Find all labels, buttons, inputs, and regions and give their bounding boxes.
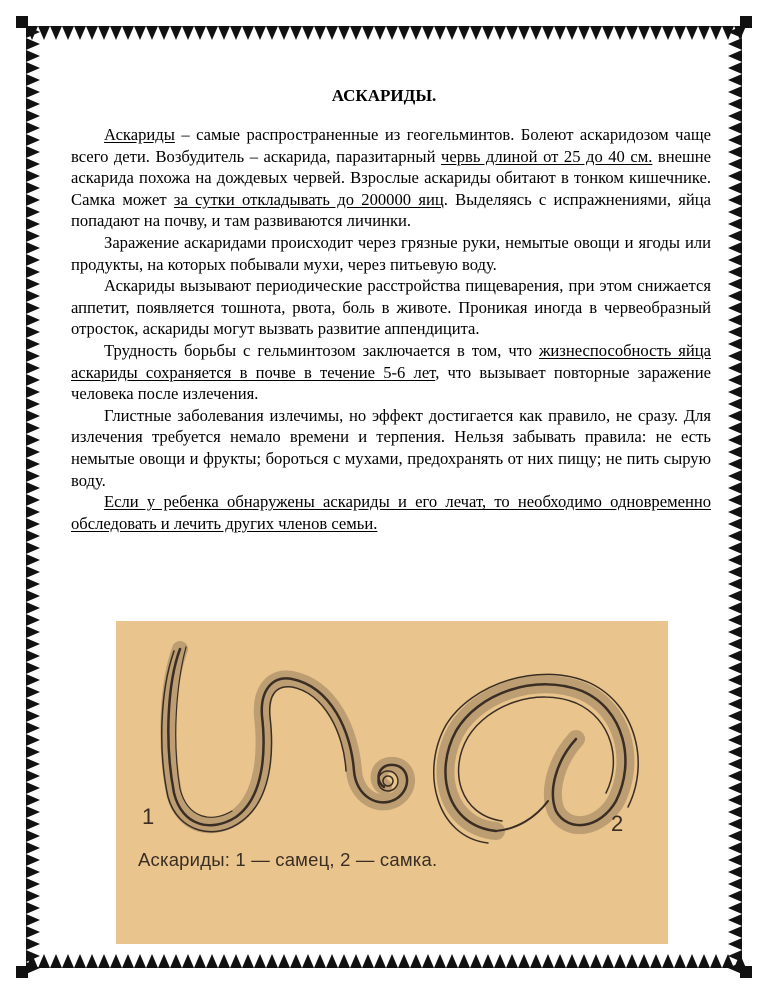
- border-triangle: [518, 26, 530, 40]
- border-triangle: [728, 146, 742, 158]
- border-triangle: [50, 954, 62, 968]
- border-triangle: [728, 890, 742, 902]
- border-triangle: [266, 954, 278, 968]
- border-triangle: [26, 266, 40, 278]
- border-triangle: [728, 410, 742, 422]
- border-triangle: [728, 326, 742, 338]
- border-triangle: [26, 314, 40, 326]
- border-triangle: [728, 722, 742, 734]
- border-triangle: [26, 614, 40, 626]
- border-triangle: [674, 26, 686, 40]
- border-triangle: [728, 794, 742, 806]
- border-triangle: [728, 194, 742, 206]
- body-text: [71, 124, 711, 534]
- border-triangle: [26, 770, 40, 782]
- border-triangle: [728, 314, 742, 326]
- border-triangle: [728, 902, 742, 914]
- border-triangle: [728, 386, 742, 398]
- border-triangle: [302, 26, 314, 40]
- border-triangle: [122, 954, 134, 968]
- border-triangle: [602, 26, 614, 40]
- border-triangle: [278, 954, 290, 968]
- border-triangle: [26, 902, 40, 914]
- border-triangle: [728, 758, 742, 770]
- border-triangle: [728, 770, 742, 782]
- border-triangle: [134, 954, 146, 968]
- border-triangle: [458, 954, 470, 968]
- border-triangle: [98, 954, 110, 968]
- border-triangle: [110, 954, 122, 968]
- border-triangle: [98, 26, 110, 40]
- border-triangle: [728, 350, 742, 362]
- border-triangle: [554, 26, 566, 40]
- border-triangle: [578, 954, 590, 968]
- border-triangle: [728, 662, 742, 674]
- border-triangle: [242, 954, 254, 968]
- text-run: . Выделяясь с испражнениями, яйца попадают на почву, и там развиваются личинки.: [71, 189, 712, 231]
- border-triangle: [566, 954, 578, 968]
- border-triangle: [728, 530, 742, 542]
- border-triangle: [26, 506, 40, 518]
- border-triangle: [434, 26, 446, 40]
- border-triangle: [26, 386, 40, 398]
- border-triangle: [728, 842, 742, 854]
- border-triangle: [728, 470, 742, 482]
- border-triangle: [26, 842, 40, 854]
- border-triangle: [434, 954, 446, 968]
- border-triangle: [728, 482, 742, 494]
- border-triangle: [728, 614, 742, 626]
- border-triangle: [728, 170, 742, 182]
- border-triangle: [194, 26, 206, 40]
- border-triangle: [182, 954, 194, 968]
- page: [44, 40, 724, 954]
- border-triangle: [728, 674, 742, 686]
- border-triangle: [728, 62, 742, 74]
- border-triangle: [728, 878, 742, 890]
- border-triangle: [728, 98, 742, 110]
- underlined-text: Аскариды: [104, 125, 175, 144]
- border-triangle: [26, 302, 40, 314]
- border-corner: [740, 966, 752, 978]
- border-triangle: [26, 866, 40, 878]
- border-triangle: [26, 518, 40, 530]
- underlined-text: Если у ребенка обнаружены аскариды и его лечат, то необходимо одновременно обследовать и лечить других членов семьи.: [71, 492, 711, 533]
- border-triangle: [86, 26, 98, 40]
- border-corner: [16, 966, 28, 978]
- text-run: , что вызывает повторные заражение человека после излечения.: [71, 362, 711, 404]
- border-triangle: [686, 954, 698, 968]
- border-triangle: [728, 734, 742, 746]
- border-triangle: [650, 26, 662, 40]
- paragraph: [71, 491, 711, 534]
- border-triangle: [710, 954, 722, 968]
- border-triangle: [728, 242, 742, 254]
- label-female: 2: [611, 811, 624, 836]
- border-triangle: [218, 26, 230, 40]
- border-triangle: [728, 494, 742, 506]
- border-triangle: [728, 710, 742, 722]
- border-triangle: [728, 806, 742, 818]
- border-triangle: [26, 494, 40, 506]
- border-triangle: [326, 954, 338, 968]
- border-triangle: [728, 182, 742, 194]
- text-run: Глистные заболевания излечимы, но эффект достигается как правило, не сразу. Для излечения требуется немало времени и терпения. Нельзя забывать правила: не есть немытые овощи и фрукты; бороться с мухами, предохранять от них пищу; не пить сырую воду.: [71, 405, 711, 490]
- border-triangle: [290, 26, 302, 40]
- border-triangle: [134, 26, 146, 40]
- border-triangle: [266, 26, 278, 40]
- border-triangle: [590, 26, 602, 40]
- paragraph: [71, 124, 711, 232]
- border-triangle: [728, 926, 742, 938]
- text-run: Заражение аскаридами происходит через грязные руки, немытые овощи и ягоды или продукты, на которых побывали мухи, через питьевую воду.: [71, 232, 711, 274]
- border-triangle: [314, 954, 326, 968]
- border-triangle: [386, 954, 398, 968]
- border-triangle: [26, 98, 40, 110]
- border-triangle: [728, 782, 742, 794]
- border-triangle: [338, 954, 350, 968]
- border-triangle: [26, 830, 40, 842]
- border-triangle: [26, 230, 40, 242]
- paragraph: [71, 340, 711, 405]
- border-triangle: [26, 350, 40, 362]
- border-triangle: [26, 854, 40, 866]
- border-triangle: [674, 954, 686, 968]
- border-triangle: [602, 954, 614, 968]
- border-triangle: [26, 926, 40, 938]
- border-corner: [740, 16, 752, 28]
- border-triangle: [254, 954, 266, 968]
- border-triangle: [614, 26, 626, 40]
- border-triangle: [170, 26, 182, 40]
- border-triangle: [728, 374, 742, 386]
- border-triangle: [26, 566, 40, 578]
- border-triangle: [626, 954, 638, 968]
- label-male: 1: [142, 804, 155, 829]
- border-triangle: [422, 26, 434, 40]
- border-triangle: [26, 446, 40, 458]
- border-triangle: [446, 954, 458, 968]
- text-run: Трудность борьбы с гельминтозом заключается в том, что: [104, 340, 539, 360]
- border-triangle: [62, 26, 74, 40]
- border-triangle: [74, 954, 86, 968]
- border-triangle: [728, 74, 742, 86]
- border-triangle: [26, 818, 40, 830]
- border-triangle: [728, 206, 742, 218]
- border-triangle: [728, 518, 742, 530]
- underlined-text: за сутки откладывать до 200000 яиц: [173, 189, 444, 209]
- border-triangle: [638, 954, 650, 968]
- border-triangle: [230, 954, 242, 968]
- border-triangle: [614, 954, 626, 968]
- border-triangle: [26, 74, 40, 86]
- border-triangle: [26, 182, 40, 194]
- border-triangle: [26, 530, 40, 542]
- border-triangle: [728, 698, 742, 710]
- border-triangle: [410, 26, 422, 40]
- border-triangle: [530, 954, 542, 968]
- border-triangle: [728, 254, 742, 266]
- border-triangle: [170, 954, 182, 968]
- border-triangle: [698, 954, 710, 968]
- border-triangle: [146, 26, 158, 40]
- paragraph: [71, 405, 711, 491]
- border-triangle: [26, 686, 40, 698]
- border-triangle: [26, 134, 40, 146]
- border-triangle: [458, 26, 470, 40]
- border-triangle: [26, 326, 40, 338]
- underlined-text: червь длиной от 25 до 40 см.: [440, 146, 653, 166]
- border-triangle: [728, 338, 742, 350]
- border-triangle: [398, 954, 410, 968]
- border-triangle: [482, 26, 494, 40]
- border-triangle: [446, 26, 458, 40]
- border-triangle: [314, 26, 326, 40]
- border-corner: [16, 16, 28, 28]
- border-triangle: [26, 554, 40, 566]
- border-triangle: [122, 26, 134, 40]
- border-triangle: [326, 26, 338, 40]
- border-triangle: [74, 26, 86, 40]
- border-triangle: [50, 26, 62, 40]
- border-triangle: [728, 422, 742, 434]
- text-run: Аскариды вызывают периодические расстройства пищеварения, при этом снижается аппетит, появляется тошнота, рвота, боль в животе. Проникая иногда в червеобразный отросток, аскариды могут вызвать развитие аппендицита.: [71, 276, 711, 339]
- border-triangle: [728, 650, 742, 662]
- paragraph: [71, 232, 711, 275]
- worm-drawing: [116, 621, 668, 944]
- border-triangle: [482, 954, 494, 968]
- border-triangle: [710, 26, 722, 40]
- border-triangle: [26, 890, 40, 902]
- border-triangle: [626, 26, 638, 40]
- border-triangle: [26, 470, 40, 482]
- border-triangle: [26, 422, 40, 434]
- border-triangle: [728, 122, 742, 134]
- border-triangle: [398, 26, 410, 40]
- border-triangle: [578, 26, 590, 40]
- border-triangle: [362, 26, 374, 40]
- border-triangle: [728, 302, 742, 314]
- border-triangle: [26, 38, 40, 50]
- border-triangle: [38, 26, 50, 40]
- text-run: внешне аскарида похожа на дождевых червей. Взрослые аскариды обитают в тонком кишечнике. Самка может: [71, 146, 711, 209]
- border-triangle: [542, 26, 554, 40]
- border-triangle: [26, 122, 40, 134]
- ascarid-illustration: [116, 621, 668, 944]
- border-triangle: [26, 602, 40, 614]
- border-triangle: [728, 86, 742, 98]
- border-triangle: [26, 722, 40, 734]
- border-triangle: [26, 410, 40, 422]
- border-triangle: [26, 938, 40, 950]
- border-triangle: [218, 954, 230, 968]
- border-triangle: [728, 590, 742, 602]
- border-triangle: [26, 662, 40, 674]
- border-triangle: [26, 206, 40, 218]
- border-triangle: [26, 254, 40, 266]
- border-triangle: [26, 374, 40, 386]
- border-triangle: [728, 230, 742, 242]
- border-triangle: [566, 26, 578, 40]
- border-triangle: [494, 26, 506, 40]
- border-triangle: [728, 278, 742, 290]
- border-triangle: [26, 242, 40, 254]
- border-triangle: [728, 566, 742, 578]
- border-triangle: [158, 26, 170, 40]
- border-triangle: [338, 26, 350, 40]
- border-triangle: [158, 954, 170, 968]
- border-triangle: [26, 710, 40, 722]
- border-triangle: [62, 954, 74, 968]
- border-triangle: [26, 278, 40, 290]
- border-triangle: [26, 590, 40, 602]
- border-triangle: [698, 26, 710, 40]
- border-triangle: [26, 746, 40, 758]
- border-triangle: [194, 954, 206, 968]
- border-triangle: [26, 758, 40, 770]
- border-triangle: [26, 542, 40, 554]
- underlined-text: жизнеспособность яйца аскариды сохраняется в почве в течение 5-6 лет: [71, 340, 711, 382]
- border-triangle: [278, 26, 290, 40]
- border-triangle: [638, 26, 650, 40]
- page-title: АСКАРИДЫ.: [331, 86, 437, 105]
- border-triangle: [374, 954, 386, 968]
- male-worm: [162, 647, 407, 832]
- border-triangle: [728, 446, 742, 458]
- border-triangle: [26, 914, 40, 926]
- border-triangle: [26, 194, 40, 206]
- border-triangle: [422, 954, 434, 968]
- border-triangle: [728, 914, 742, 926]
- border-triangle: [86, 954, 98, 968]
- border-triangle: [26, 62, 40, 74]
- border-triangle: [728, 158, 742, 170]
- border-triangle: [728, 506, 742, 518]
- border-triangle: [728, 38, 742, 50]
- border-triangle: [728, 638, 742, 650]
- border-triangle: [686, 26, 698, 40]
- border-triangle: [26, 878, 40, 890]
- border-triangle: [728, 434, 742, 446]
- border-triangle: [290, 954, 302, 968]
- border-triangle: [728, 626, 742, 638]
- border-triangle: [26, 146, 40, 158]
- border-triangle: [26, 626, 40, 638]
- border-triangle: [26, 50, 40, 62]
- border-triangle: [494, 954, 506, 968]
- border-triangle: [254, 26, 266, 40]
- border-triangle: [662, 954, 674, 968]
- border-triangle: [350, 954, 362, 968]
- border-triangle: [728, 938, 742, 950]
- border-triangle: [26, 734, 40, 746]
- border-triangle: [728, 218, 742, 230]
- border-triangle: [728, 746, 742, 758]
- border-triangle: [206, 954, 218, 968]
- border-triangle: [26, 650, 40, 662]
- border-triangle: [26, 638, 40, 650]
- border-triangle: [506, 954, 518, 968]
- border-triangle: [728, 542, 742, 554]
- border-triangle: [26, 674, 40, 686]
- border-triangle: [530, 26, 542, 40]
- border-triangle: [26, 398, 40, 410]
- border-triangle: [26, 458, 40, 470]
- border-triangle: [38, 954, 50, 968]
- border-triangle: [728, 50, 742, 62]
- border-triangle: [26, 86, 40, 98]
- border-triangle: [26, 362, 40, 374]
- border-triangle: [26, 698, 40, 710]
- border-triangle: [728, 602, 742, 614]
- border-triangle: [26, 338, 40, 350]
- border-triangle: [386, 26, 398, 40]
- border-triangle: [662, 26, 674, 40]
- border-triangle: [728, 578, 742, 590]
- border-triangle: [350, 26, 362, 40]
- border-triangle: [374, 26, 386, 40]
- border-triangle: [26, 782, 40, 794]
- border-triangle: [728, 686, 742, 698]
- border-triangle: [728, 818, 742, 830]
- border-triangle: [26, 290, 40, 302]
- border-triangle: [728, 554, 742, 566]
- border-triangle: [110, 26, 122, 40]
- border-triangle: [26, 578, 40, 590]
- border-triangle: [26, 434, 40, 446]
- border-triangle: [728, 290, 742, 302]
- border-triangle: [728, 830, 742, 842]
- border-triangle: [146, 954, 158, 968]
- border-triangle: [728, 266, 742, 278]
- border-triangle: [26, 218, 40, 230]
- border-triangle: [302, 954, 314, 968]
- border-triangle: [506, 26, 518, 40]
- border-triangle: [728, 854, 742, 866]
- border-triangle: [470, 26, 482, 40]
- border-triangle: [26, 482, 40, 494]
- figure-caption: Аскариды: 1 — самец, 2 — самка.: [138, 849, 438, 870]
- paragraph: [71, 275, 711, 340]
- border-triangle: [26, 170, 40, 182]
- border-triangle: [728, 110, 742, 122]
- border-triangle: [518, 954, 530, 968]
- border-triangle: [26, 806, 40, 818]
- border-triangle: [230, 26, 242, 40]
- border-triangle: [26, 794, 40, 806]
- border-triangle: [206, 26, 218, 40]
- border-triangle: [728, 458, 742, 470]
- border-triangle: [242, 26, 254, 40]
- border-triangle: [26, 158, 40, 170]
- border-triangle: [362, 954, 374, 968]
- border-triangle: [728, 398, 742, 410]
- border-triangle: [182, 26, 194, 40]
- border-triangle: [470, 954, 482, 968]
- border-triangle: [26, 110, 40, 122]
- female-worm: [434, 674, 638, 843]
- border-triangle: [410, 954, 422, 968]
- border-triangle: [542, 954, 554, 968]
- border-triangle: [650, 954, 662, 968]
- border-triangle: [554, 954, 566, 968]
- border-triangle: [590, 954, 602, 968]
- border-triangle: [728, 866, 742, 878]
- border-triangle: [728, 362, 742, 374]
- text-run: – самые распространенные из геогельминтов. Болеют аскаридозом чаще всего дети. Возбудитель – аскарида, паразитарный: [71, 125, 711, 166]
- border-triangle: [728, 134, 742, 146]
